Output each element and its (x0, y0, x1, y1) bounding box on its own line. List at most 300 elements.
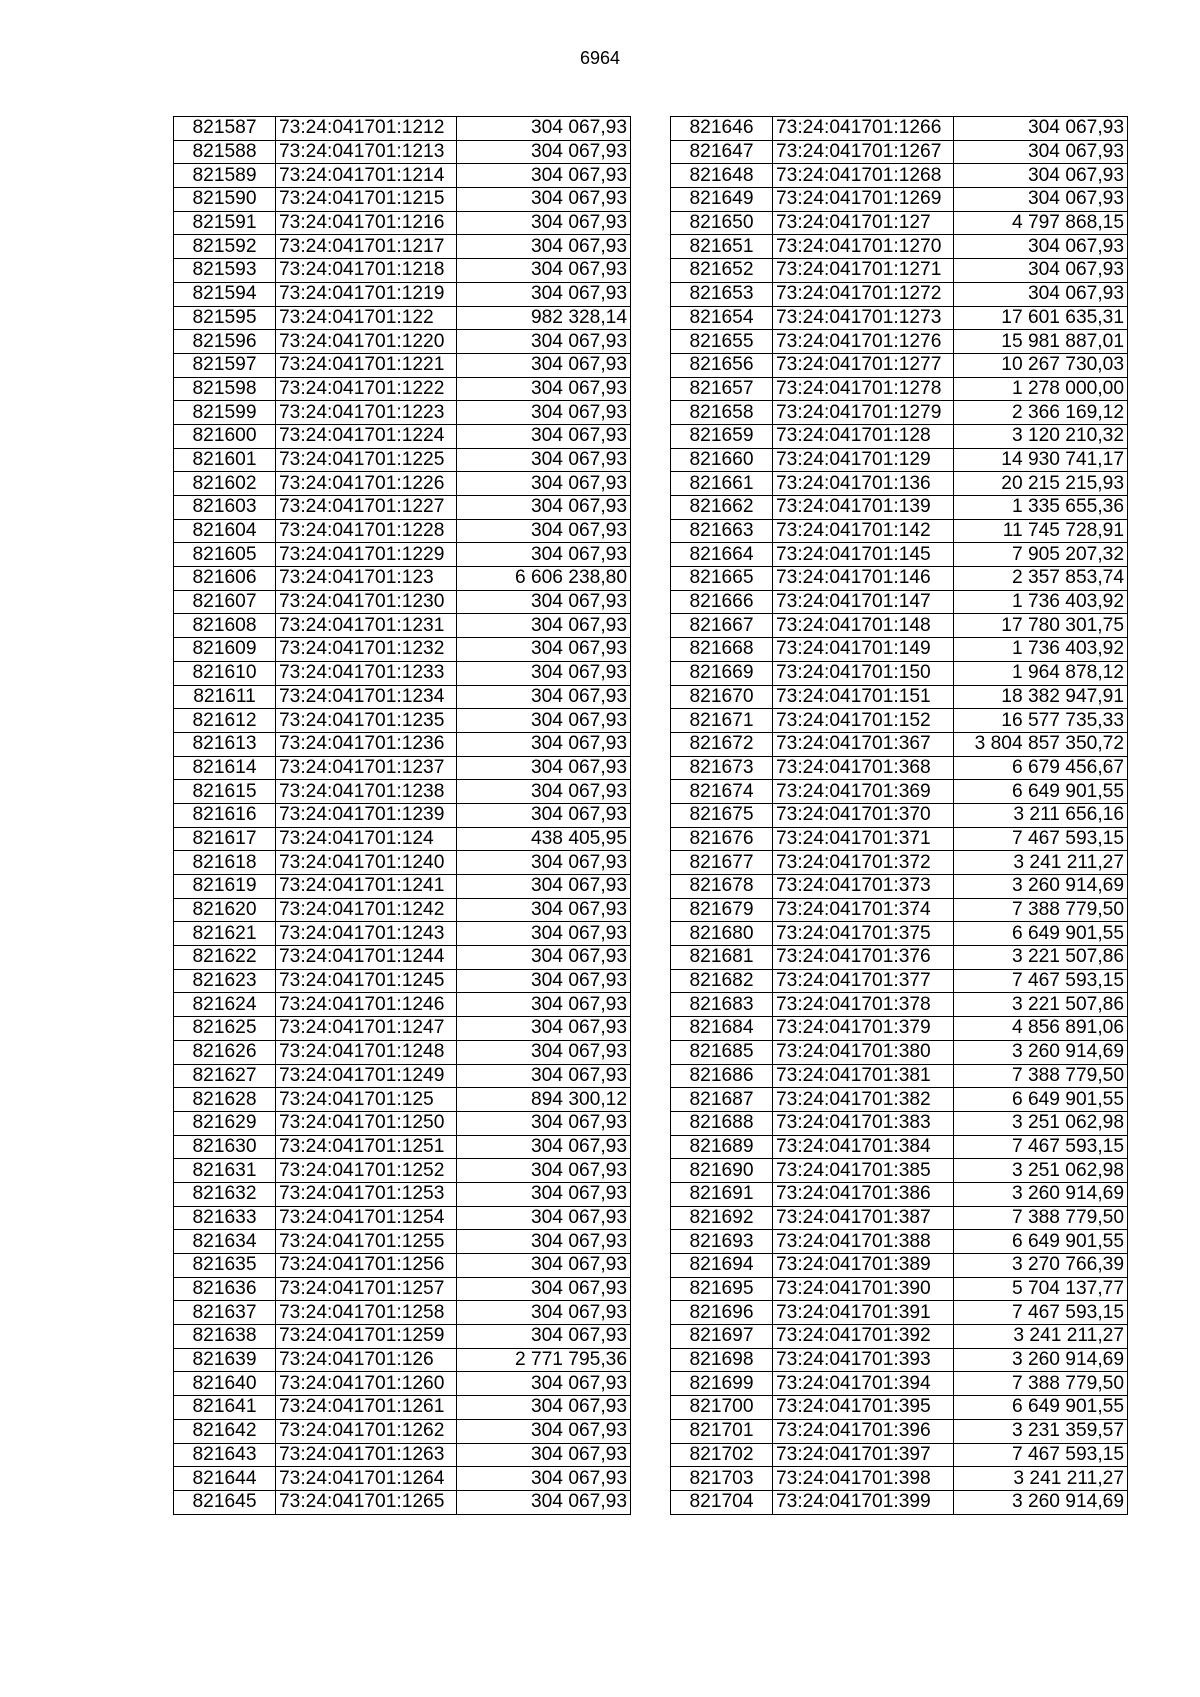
cadastral-number-cell: 73:24:041701:390 (773, 1277, 954, 1301)
record-number-cell: 821635 (174, 1254, 276, 1278)
value-cell: 304 067,93 (457, 709, 631, 733)
value-cell: 7 467 593,15 (954, 1135, 1128, 1159)
record-number-cell: 821624 (174, 993, 276, 1017)
table-row (174, 661, 631, 685)
table-row (174, 1467, 631, 1491)
value-cell: 1 736 403,92 (954, 638, 1128, 662)
record-number-cell: 821588 (174, 140, 276, 164)
value-cell: 7 388 779,50 (954, 1372, 1128, 1396)
value-cell: 3 260 914,69 (954, 1348, 1128, 1372)
record-number-cell: 821610 (174, 661, 276, 685)
record-number-cell: 821628 (174, 1088, 276, 1112)
value-cell: 3 804 857 350,72 (954, 732, 1128, 756)
value-cell: 304 067,93 (457, 1182, 631, 1206)
record-number-cell: 821703 (671, 1467, 773, 1491)
table-row (174, 1111, 631, 1135)
value-cell: 7 467 593,15 (954, 827, 1128, 851)
record-number-cell: 821654 (671, 306, 773, 330)
cadastral-number-cell: 73:24:041701:1239 (276, 803, 457, 827)
record-number-cell: 821668 (671, 638, 773, 662)
cadastral-number-cell: 73:24:041701:1222 (276, 377, 457, 401)
record-number-cell: 821653 (671, 282, 773, 306)
cadastral-number-cell: 73:24:041701:146 (773, 567, 954, 591)
value-cell: 304 067,93 (457, 282, 631, 306)
cadastral-number-cell: 73:24:041701:1263 (276, 1443, 457, 1467)
cadastral-number-cell: 73:24:041701:1228 (276, 519, 457, 543)
value-cell: 304 067,93 (457, 1490, 631, 1514)
cadastral-number-cell: 73:24:041701:379 (773, 1017, 954, 1041)
table-row (671, 827, 1128, 851)
value-cell: 304 067,93 (457, 614, 631, 638)
value-cell: 1 964 878,12 (954, 661, 1128, 685)
record-number-cell: 821684 (671, 1017, 773, 1041)
table-row (671, 1088, 1128, 1112)
record-number-cell: 821618 (174, 851, 276, 875)
record-number-cell: 821659 (671, 424, 773, 448)
value-cell: 304 067,93 (457, 496, 631, 520)
cadastral-number-cell: 73:24:041701:1231 (276, 614, 457, 638)
cadastral-number-cell: 73:24:041701:1278 (773, 377, 954, 401)
value-cell: 304 067,93 (457, 590, 631, 614)
record-number-cell: 821690 (671, 1159, 773, 1183)
value-cell: 3 270 766,39 (954, 1254, 1128, 1278)
value-cell: 304 067,93 (457, 661, 631, 685)
record-number-cell: 821658 (671, 401, 773, 425)
table-row (671, 235, 1128, 259)
cadastral-number-cell: 73:24:041701:124 (276, 827, 457, 851)
record-number-cell: 821678 (671, 875, 773, 899)
record-number-cell: 821637 (174, 1301, 276, 1325)
table-row (671, 946, 1128, 970)
record-number-cell: 821603 (174, 496, 276, 520)
cadastral-number-cell: 73:24:041701:1270 (773, 235, 954, 259)
cadastral-number-cell: 73:24:041701:122 (276, 306, 457, 330)
record-number-cell: 821613 (174, 732, 276, 756)
cadastral-number-cell: 73:24:041701:373 (773, 875, 954, 899)
table-row (174, 614, 631, 638)
value-cell: 4 856 891,06 (954, 1017, 1128, 1041)
cadastral-number-cell: 73:24:041701:1241 (276, 875, 457, 899)
record-number-cell: 821608 (174, 614, 276, 638)
cadastral-number-cell: 73:24:041701:123 (276, 567, 457, 591)
table-row (671, 1419, 1128, 1443)
value-cell: 7 388 779,50 (954, 1064, 1128, 1088)
record-number-cell: 821634 (174, 1230, 276, 1254)
table-row (174, 969, 631, 993)
record-number-cell: 821676 (671, 827, 773, 851)
record-number-cell: 821639 (174, 1348, 276, 1372)
value-cell: 304 067,93 (457, 1064, 631, 1088)
table-row (174, 282, 631, 306)
cadastral-number-cell: 73:24:041701:375 (773, 922, 954, 946)
record-number-cell: 821691 (671, 1182, 773, 1206)
cadastral-number-cell: 73:24:041701:1234 (276, 685, 457, 709)
value-cell: 304 067,93 (457, 472, 631, 496)
table-row (671, 448, 1128, 472)
cadastral-number-cell: 73:24:041701:1238 (276, 780, 457, 804)
value-cell: 3 231 359,57 (954, 1419, 1128, 1443)
record-number-cell: 821702 (671, 1443, 773, 1467)
record-number-cell: 821665 (671, 567, 773, 591)
table-row (174, 922, 631, 946)
record-number-cell: 821689 (671, 1135, 773, 1159)
table-row (174, 898, 631, 922)
value-cell: 3 241 211,27 (954, 851, 1128, 875)
value-cell: 4 797 868,15 (954, 211, 1128, 235)
cadastral-number-cell: 73:24:041701:391 (773, 1301, 954, 1325)
value-cell: 11 745 728,91 (954, 519, 1128, 543)
cadastral-number-cell: 73:24:041701:1265 (276, 1490, 457, 1514)
table-row (174, 1182, 631, 1206)
value-cell: 894 300,12 (457, 1088, 631, 1112)
table-row (174, 875, 631, 899)
record-number-cell: 821594 (174, 282, 276, 306)
cadastral-number-cell: 73:24:041701:374 (773, 898, 954, 922)
cadastral-number-cell: 73:24:041701:125 (276, 1088, 457, 1112)
table-row (671, 1111, 1128, 1135)
value-cell: 1 736 403,92 (954, 590, 1128, 614)
record-number-cell: 821622 (174, 946, 276, 970)
record-number-cell: 821611 (174, 685, 276, 709)
value-cell: 304 067,93 (457, 519, 631, 543)
table-row (671, 1277, 1128, 1301)
cadastral-number-cell: 73:24:041701:1249 (276, 1064, 457, 1088)
value-cell: 304 067,93 (457, 401, 631, 425)
table-row (174, 827, 631, 851)
value-cell: 17 601 635,31 (954, 306, 1128, 330)
value-cell: 3 241 211,27 (954, 1325, 1128, 1349)
table-row (174, 1159, 631, 1183)
value-cell: 304 067,93 (457, 851, 631, 875)
registry-table-left (173, 116, 631, 1515)
table-row (174, 1017, 631, 1041)
value-cell: 304 067,93 (457, 353, 631, 377)
cadastral-number-cell: 73:24:041701:1217 (276, 235, 457, 259)
cadastral-number-cell: 73:24:041701:1233 (276, 661, 457, 685)
table-row (174, 1490, 631, 1514)
value-cell: 304 067,93 (457, 235, 631, 259)
cadastral-number-cell: 73:24:041701:1237 (276, 756, 457, 780)
cadastral-number-cell: 73:24:041701:1221 (276, 353, 457, 377)
value-cell: 304 067,93 (457, 993, 631, 1017)
value-cell: 304 067,93 (457, 448, 631, 472)
value-cell: 304 067,93 (457, 211, 631, 235)
cadastral-number-cell: 73:24:041701:148 (773, 614, 954, 638)
value-cell: 7 388 779,50 (954, 898, 1128, 922)
cadastral-number-cell: 73:24:041701:150 (773, 661, 954, 685)
record-number-cell: 821664 (671, 543, 773, 567)
cadastral-number-cell: 73:24:041701:1242 (276, 898, 457, 922)
registry-table-right (670, 116, 1128, 1515)
value-cell: 2 357 853,74 (954, 567, 1128, 591)
cadastral-number-cell: 73:24:041701:1224 (276, 424, 457, 448)
value-cell: 304 067,93 (457, 543, 631, 567)
cadastral-number-cell: 73:24:041701:1226 (276, 472, 457, 496)
table-row (671, 401, 1128, 425)
cadastral-number-cell: 73:24:041701:396 (773, 1419, 954, 1443)
record-number-cell: 821652 (671, 259, 773, 283)
value-cell: 304 067,93 (954, 188, 1128, 212)
value-cell: 3 211 656,16 (954, 803, 1128, 827)
value-cell: 438 405,95 (457, 827, 631, 851)
table-row (174, 780, 631, 804)
record-number-cell: 821704 (671, 1490, 773, 1514)
table-row (174, 1277, 631, 1301)
record-number-cell: 821620 (174, 898, 276, 922)
record-number-cell: 821671 (671, 709, 773, 733)
record-number-cell: 821670 (671, 685, 773, 709)
record-number-cell: 821597 (174, 353, 276, 377)
table-row (671, 1396, 1128, 1420)
record-number-cell: 821629 (174, 1111, 276, 1135)
table-row (671, 803, 1128, 827)
table-row (174, 1325, 631, 1349)
value-cell: 1 278 000,00 (954, 377, 1128, 401)
cadastral-number-cell: 73:24:041701:384 (773, 1135, 954, 1159)
value-cell: 304 067,93 (457, 946, 631, 970)
record-number-cell: 821592 (174, 235, 276, 259)
cadastral-number-cell: 73:24:041701:381 (773, 1064, 954, 1088)
record-number-cell: 821631 (174, 1159, 276, 1183)
registry-table-left-body (174, 117, 631, 1515)
value-cell: 304 067,93 (457, 188, 631, 212)
value-cell: 15 981 887,01 (954, 330, 1128, 354)
table-row (671, 1017, 1128, 1041)
cadastral-number-cell: 73:24:041701:398 (773, 1467, 954, 1491)
cadastral-number-cell: 73:24:041701:386 (773, 1182, 954, 1206)
cadastral-number-cell: 73:24:041701:1235 (276, 709, 457, 733)
value-cell: 7 388 779,50 (954, 1206, 1128, 1230)
record-number-cell: 821636 (174, 1277, 276, 1301)
value-cell: 304 067,93 (457, 1230, 631, 1254)
cadastral-number-cell: 73:24:041701:1248 (276, 1040, 457, 1064)
record-number-cell: 821650 (671, 211, 773, 235)
cadastral-number-cell: 73:24:041701:1220 (276, 330, 457, 354)
record-number-cell: 821601 (174, 448, 276, 472)
value-cell: 304 067,93 (457, 1301, 631, 1325)
table-row (174, 1254, 631, 1278)
table-row (174, 590, 631, 614)
cadastral-number-cell: 73:24:041701:145 (773, 543, 954, 567)
value-cell: 304 067,93 (457, 685, 631, 709)
cadastral-number-cell: 73:24:041701:1247 (276, 1017, 457, 1041)
record-number-cell: 821621 (174, 922, 276, 946)
table-row (671, 898, 1128, 922)
table-row (174, 1372, 631, 1396)
record-number-cell: 821681 (671, 946, 773, 970)
table-row (174, 1348, 631, 1372)
record-number-cell: 821693 (671, 1230, 773, 1254)
cadastral-number-cell: 73:24:041701:149 (773, 638, 954, 662)
table-row (671, 969, 1128, 993)
record-number-cell: 821657 (671, 377, 773, 401)
cadastral-number-cell: 73:24:041701:394 (773, 1372, 954, 1396)
cadastral-number-cell: 73:24:041701:147 (773, 590, 954, 614)
table-row (174, 567, 631, 591)
value-cell: 3 221 507,86 (954, 993, 1128, 1017)
table-row (671, 496, 1128, 520)
value-cell: 16 577 735,33 (954, 709, 1128, 733)
value-cell: 304 067,93 (457, 803, 631, 827)
table-row (671, 472, 1128, 496)
record-number-cell: 821667 (671, 614, 773, 638)
table-row (671, 1254, 1128, 1278)
value-cell: 304 067,93 (457, 330, 631, 354)
table-row (671, 780, 1128, 804)
value-cell: 3 260 914,69 (954, 1182, 1128, 1206)
value-cell: 18 382 947,91 (954, 685, 1128, 709)
cadastral-number-cell: 73:24:041701:1253 (276, 1182, 457, 1206)
cadastral-number-cell: 73:24:041701:1257 (276, 1277, 457, 1301)
cadastral-number-cell: 73:24:041701:152 (773, 709, 954, 733)
table-row (174, 401, 631, 425)
table-row (174, 993, 631, 1017)
record-number-cell: 821604 (174, 519, 276, 543)
value-cell: 3 241 211,27 (954, 1467, 1128, 1491)
record-number-cell: 821651 (671, 235, 773, 259)
table-row (174, 1230, 631, 1254)
table-row (671, 1348, 1128, 1372)
record-number-cell: 821640 (174, 1372, 276, 1396)
record-number-cell: 821616 (174, 803, 276, 827)
table-row (174, 1443, 631, 1467)
cadastral-number-cell: 73:24:041701:127 (773, 211, 954, 235)
table-row (671, 330, 1128, 354)
record-number-cell: 821688 (671, 1111, 773, 1135)
cadastral-number-cell: 73:24:041701:1244 (276, 946, 457, 970)
cadastral-number-cell: 73:24:041701:1254 (276, 1206, 457, 1230)
table-row (174, 188, 631, 212)
value-cell: 3 120 210,32 (954, 424, 1128, 448)
value-cell: 1 335 655,36 (954, 496, 1128, 520)
table-row (671, 282, 1128, 306)
table-row (671, 614, 1128, 638)
record-number-cell: 821663 (671, 519, 773, 543)
table-row (174, 1419, 631, 1443)
value-cell: 6 649 901,55 (954, 1396, 1128, 1420)
record-number-cell: 821643 (174, 1443, 276, 1467)
value-cell: 3 251 062,98 (954, 1111, 1128, 1135)
record-number-cell: 821632 (174, 1182, 276, 1206)
value-cell: 7 467 593,15 (954, 1443, 1128, 1467)
table-row (671, 1372, 1128, 1396)
cadastral-number-cell: 73:24:041701:1264 (276, 1467, 457, 1491)
cadastral-number-cell: 73:24:041701:1255 (276, 1230, 457, 1254)
cadastral-number-cell: 73:24:041701:369 (773, 780, 954, 804)
cadastral-number-cell: 73:24:041701:395 (773, 1396, 954, 1420)
cadastral-number-cell: 73:24:041701:1229 (276, 543, 457, 567)
table-row (671, 709, 1128, 733)
value-cell: 304 067,93 (457, 140, 631, 164)
table-row (671, 117, 1128, 141)
table-row (174, 946, 631, 970)
value-cell: 304 067,93 (457, 117, 631, 141)
value-cell: 304 067,93 (954, 235, 1128, 259)
record-number-cell: 821701 (671, 1419, 773, 1443)
value-cell: 304 067,93 (457, 1254, 631, 1278)
value-cell: 304 067,93 (457, 922, 631, 946)
cadastral-number-cell: 73:24:041701:139 (773, 496, 954, 520)
cadastral-number-cell: 73:24:041701:368 (773, 756, 954, 780)
table-row (671, 188, 1128, 212)
value-cell: 304 067,93 (457, 1419, 631, 1443)
table-row (671, 164, 1128, 188)
cadastral-number-cell: 73:24:041701:1218 (276, 259, 457, 283)
record-number-cell: 821655 (671, 330, 773, 354)
record-number-cell: 821612 (174, 709, 276, 733)
cadastral-number-cell: 73:24:041701:1272 (773, 282, 954, 306)
table-row (671, 685, 1128, 709)
cadastral-number-cell: 73:24:041701:1227 (276, 496, 457, 520)
table-row (174, 543, 631, 567)
cadastral-number-cell: 73:24:041701:392 (773, 1325, 954, 1349)
value-cell: 304 067,93 (457, 732, 631, 756)
value-cell: 982 328,14 (457, 306, 631, 330)
table-row (174, 448, 631, 472)
table-row (174, 1040, 631, 1064)
table-row (174, 1301, 631, 1325)
value-cell: 304 067,93 (457, 1111, 631, 1135)
value-cell: 6 649 901,55 (954, 922, 1128, 946)
value-cell: 3 260 914,69 (954, 1490, 1128, 1514)
value-cell: 6 679 456,67 (954, 756, 1128, 780)
cadastral-number-cell: 73:24:041701:389 (773, 1254, 954, 1278)
table-row (174, 709, 631, 733)
cadastral-number-cell: 73:24:041701:1245 (276, 969, 457, 993)
cadastral-number-cell: 73:24:041701:397 (773, 1443, 954, 1467)
table-row (174, 140, 631, 164)
table-row (671, 732, 1128, 756)
cadastral-number-cell: 73:24:041701:1236 (276, 732, 457, 756)
value-cell: 3 260 914,69 (954, 1040, 1128, 1064)
record-number-cell: 821687 (671, 1088, 773, 1112)
value-cell: 304 067,93 (457, 1325, 631, 1349)
record-number-cell: 821607 (174, 590, 276, 614)
value-cell: 304 067,93 (457, 424, 631, 448)
record-number-cell: 821647 (671, 140, 773, 164)
value-cell: 304 067,93 (457, 875, 631, 899)
record-number-cell: 821599 (174, 401, 276, 425)
table-row (174, 756, 631, 780)
table-row (671, 543, 1128, 567)
record-number-cell: 821696 (671, 1301, 773, 1325)
cadastral-number-cell: 73:24:041701:1213 (276, 140, 457, 164)
record-number-cell: 821609 (174, 638, 276, 662)
registry-table-right-body (671, 117, 1128, 1515)
record-number-cell: 821698 (671, 1348, 773, 1372)
record-number-cell: 821645 (174, 1490, 276, 1514)
cadastral-number-cell: 73:24:041701:380 (773, 1040, 954, 1064)
table-row (671, 993, 1128, 1017)
table-row (174, 235, 631, 259)
record-number-cell: 821589 (174, 164, 276, 188)
value-cell: 6 649 901,55 (954, 1230, 1128, 1254)
table-row (671, 1182, 1128, 1206)
cadastral-number-cell: 73:24:041701:1215 (276, 188, 457, 212)
table-row (671, 1064, 1128, 1088)
cadastral-number-cell: 73:24:041701:1258 (276, 1301, 457, 1325)
cadastral-number-cell: 73:24:041701:378 (773, 993, 954, 1017)
record-number-cell: 821669 (671, 661, 773, 685)
record-number-cell: 821660 (671, 448, 773, 472)
value-cell: 7 467 593,15 (954, 1301, 1128, 1325)
record-number-cell: 821662 (671, 496, 773, 520)
table-row (671, 1040, 1128, 1064)
record-number-cell: 821626 (174, 1040, 276, 1064)
table-row (671, 756, 1128, 780)
record-number-cell: 821617 (174, 827, 276, 851)
cadastral-number-cell: 73:24:041701:1225 (276, 448, 457, 472)
